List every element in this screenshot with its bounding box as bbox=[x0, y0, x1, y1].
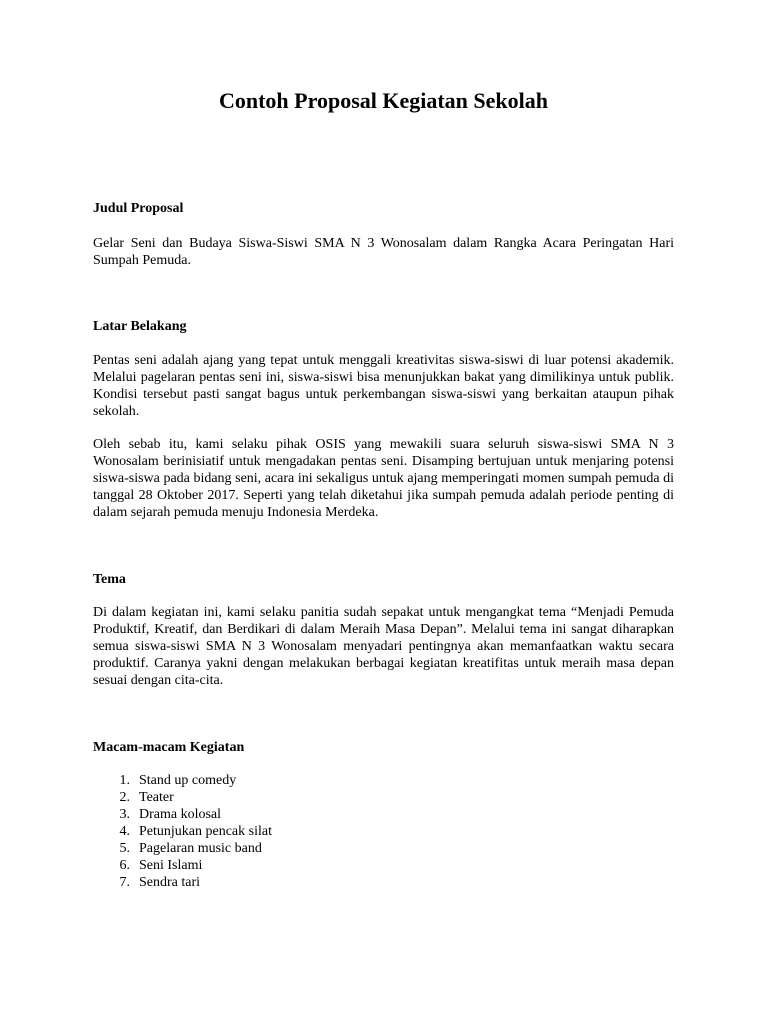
list-item-number: 5. bbox=[119, 841, 130, 856]
list-item-number: 6. bbox=[119, 858, 130, 873]
paragraph-latar-belakang-2: Oleh sebab itu, kami selaku pihak OSIS yang mewakili suara seluruh siswa-siswi SMA N 3 Wonosalam berinisiatif untuk mengadakan pentas seni. Disamping bertujuan untuk menjaring potensi siswa-siswa pada bidang seni, acara ini sekaligus untuk ajang memperingati momen sumpah pemuda di tanggal 28 Oktober 2017. Seperti yang telah diketahui jika sumpah pemuda adalah periode penting di dalam sejarah pemuda menuju Indonesia Merdeka. bbox=[93, 437, 674, 520]
paragraph-latar-belakang-1: Pentas seni adalah ajang yang tepat untuk menggali kreativitas siswa-siswi di luar potensi akademik. Melalui pagelaran pentas seni ini, siswa-siswi bisa menunjukkan bakat yang dimilikinya untuk publik. Kondisi tersebut pasti sangat bagus untuk perkembangan siswa-siswi yang berkaitan ataupun pihak sekolah. bbox=[93, 353, 674, 419]
paragraph-tema: Di dalam kegiatan ini, kami selaku panitia sudah sepakat untuk mengangkat tema “Menjadi Pemuda Produktif, Kreatif, dan Berdikari di dalam Meraih Masa Depan”. Melalui tema ini sangat diharapkan semua siswa-siswi SMA N 3 Wonosalam menyadari pentingnya akan memanfaatkan waktu secara produktif. Caranya yakni dengan melakukan berbagai kegiatan kreatifitas untuk meraih masa depan sesuai dengan cita-cita. bbox=[93, 605, 674, 688]
list-item-text: Drama kolosal bbox=[139, 807, 222, 822]
document-title: Contoh Proposal Kegiatan Sekolah bbox=[218, 88, 549, 113]
section-heading-tema: Tema bbox=[93, 572, 126, 587]
list-item-text: Teater bbox=[139, 790, 174, 805]
section-heading-judul: Judul Proposal bbox=[93, 201, 184, 216]
list-item-text: Seni Islami bbox=[139, 858, 203, 873]
paragraph-judul: Gelar Seni dan Budaya Siswa-Siswi SMA N 3 Wonosalam dalam Rangka Acara Peringatan Hari Sumpah Pemuda. bbox=[93, 236, 674, 268]
section-heading-latar-belakang: Latar Belakang bbox=[93, 319, 187, 334]
list-item-text: Pagelaran music band bbox=[139, 841, 262, 856]
section-heading-kegiatan: Macam-macam Kegiatan bbox=[93, 740, 245, 755]
list-item-number: 2. bbox=[119, 790, 130, 805]
list-item-number: 3. bbox=[119, 807, 130, 822]
list-item-number: 7. bbox=[119, 875, 130, 890]
list-item-text: Petunjukan pencak silat bbox=[139, 824, 272, 839]
list-item-number: 4. bbox=[119, 824, 130, 839]
list-item-text: Stand up comedy bbox=[139, 773, 237, 788]
list-item-text: Sendra tari bbox=[139, 875, 201, 890]
list-item-number: 1. bbox=[119, 773, 130, 788]
